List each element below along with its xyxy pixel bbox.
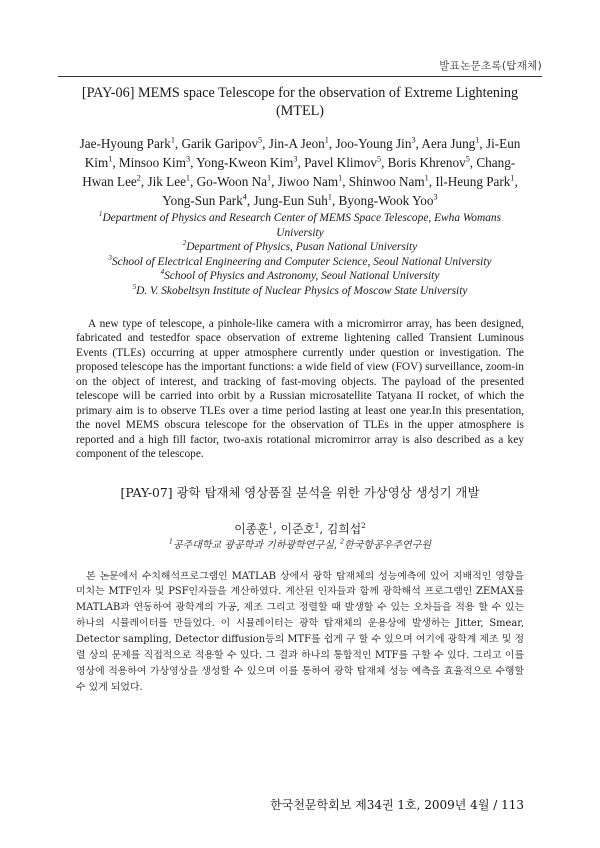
paper2-affiliations [76,539,524,552]
author-name: Boris Khrenov [387,155,466,170]
author-name: Aera Jung [421,136,476,151]
affiliation-sup: 2 [136,173,141,183]
affiliation-sup: 3 [411,135,416,145]
affiliation-line [76,284,524,299]
author-name: Jung-Eun Suh [253,193,328,208]
author [388,155,477,170]
header-rule [58,76,542,77]
author-name: 이종훈 [234,521,269,536]
author [80,136,182,151]
affiliation-line [76,211,524,240]
affiliation-number: 2 [340,538,345,546]
affiliation-sup: 5 [376,154,382,164]
author-separator: , [271,174,278,189]
author-name: Jik Lee [147,174,186,189]
author-separator: , [174,136,182,151]
affiliation-sup: 1 [475,135,480,145]
affiliation-line [76,255,524,270]
affiliation-sup: 4 [242,192,247,202]
author [269,136,336,151]
paper1-abstract: A new type of telescope, a pinhole-like camera with a micromirror array, has been designed, fabricated and testedfor space observation of extreme lightening called Transient Luminous Events (TLEs) occurring at upper atmosphere currently under question or investigation. The proposed telescope has the important functions: a wide field of view (FOV) surveillance, zoom-in on the object of interest, and tracking of fast-moving objects. The payload of the presented telescope will be carried into orbit by a Russian microsatellite Tatyana II rocket, of which the primary aim is to observe TLEs over a time period lasting at least one year.In this presentation, the novel MEMS obscura telescope for the observation of TLEs in the upper atmosphere is reported and a high fill factor, two-axis rotational micromirror array is also described as a key component of the telescope. [76,318,524,461]
author-name: Jae-Hyoung Park [79,136,171,151]
author-separator: , [140,174,148,189]
author [197,174,278,189]
affiliation-text: 한국항공우주연구원 [344,539,432,551]
affiliation-number: 3 [108,253,112,262]
affiliation-sup: 5 [465,154,470,164]
author-name: Garik Garipov [181,136,259,151]
author [304,155,388,170]
affiliation-sup: 1 [266,173,272,183]
paper1-affiliations [76,211,524,298]
paper1-authors [76,134,524,210]
author [349,174,436,189]
author-name: Jiwoo Nam [277,174,339,189]
page-header [0,0,600,76]
affiliation-line [76,240,524,255]
author [147,174,196,189]
affiliation-text: Department of Physics, Pusan National University [186,241,418,253]
author-separator: , [469,155,477,170]
author-separator: , [190,174,197,189]
affiliation-sup: 1 [185,173,191,183]
affiliation-sup: 1 [424,173,429,183]
author [335,136,421,151]
author-separator: , [479,136,486,151]
author [253,193,338,208]
author [196,155,304,170]
affiliation-sup: 1 [327,192,332,202]
author-name: Jin-A Jeon [268,136,325,151]
author-name: 이준호 [280,521,315,536]
author-name: 김희섭 [326,521,362,536]
affiliation-number: 5 [132,282,137,291]
affiliation-sup: 1 [108,154,113,164]
author-separator: , [262,136,269,151]
author [435,174,517,189]
author-separator: , [112,155,119,170]
author [278,174,349,189]
author-name: Minsoo Kim [118,155,186,170]
affiliation-text: School of Physics and Astronomy, Seoul National University [164,270,440,282]
author-separator: , [190,155,197,170]
author-separator: , [514,174,518,189]
paper2-authors [76,522,524,537]
affiliation-sup: 3 [293,154,298,164]
author [421,136,486,151]
affiliation-sup: 3 [433,192,438,202]
author-separator: , [331,193,339,208]
affiliation-text: 공주대학교 광공학과 기하광학연구실 [172,539,334,551]
author-separator: , [415,136,422,151]
author-separator: , [297,155,305,170]
affiliation-number: 2 [182,239,187,248]
page-content [76,84,524,696]
affiliation-text: Department of Physics and Research Center of MEMS Space Telescope, Ewha Womans University [102,212,502,239]
author-name: Il-Heung Park [435,174,511,189]
author [327,522,366,536]
author [234,522,280,536]
author-name: Yong-Sun Park [162,193,243,208]
paper2-title: [PAY-07] 광학 탑재체 영상품질 분석을 위한 가상영상 생성기 개발 [120,484,480,500]
author-name: Joo-Young Jin [335,136,412,151]
author-separator: , [246,193,254,208]
paper2-abstract: 본 논문에서 수치해석프로그램인 MATLAB 상에서 광학 탑재체의 성능예측에 있어 지배적인 영향을 미치는 MTF인자 및 PSF인자들을 계산하였다. 계산된 인자들과 함께 광학해석 프로그램인 ZEMAX를 MATLAB과 연동하여 광학계의 가공, 제조 그리고 정렬할 때 발생할 수 있는 오차들을 적용 할 수 있는 하나의 시뮬레이터를 만들었다. 이 시뮬레이터는 광학 탑재체의 운용상에 발생하는 Jitter, Smear, Detector sampling, Detector diffusion등의 MTF를 쉽게 구 할 수 있으며 여기에 광학계 제조 및 정렬 상의 문제를 직접적으로 적용할 수 있다. 그 결과 하나의 통합적인 MTF를 구할 수 있다. 그리고 이를 영상에 적용하여 가상영상을 생성할 수 있으며 이를 통하여 광학 탑재체 성능 예측을 효율적으로 수행할 수 있게 되었다. [76,570,524,693]
author-name: Go-Woon Na [196,174,267,189]
author-name: Chang-Hwan Lee [82,155,516,189]
author-name: Byong-Wook Yoo [338,193,434,208]
author-separator: , [273,521,281,536]
author-name: Yong-Kweon Kim [196,155,294,170]
author [339,193,438,208]
affiliation-number: 1 [168,538,173,546]
author-name: Shinwoo Nam [348,174,425,189]
author [119,155,196,170]
affiliation-item [169,540,340,551]
affiliation-sup: 5 [258,135,263,145]
affiliation-sup: 1 [268,520,274,530]
author-name: Ji-Eun Kim [84,136,521,170]
affiliation-item [340,540,431,551]
affiliation-sup: 1 [314,520,320,530]
author [281,522,327,536]
author-separator: , [342,174,349,189]
author [182,136,269,151]
affiliation-separator: , [333,539,341,551]
page-footer: 한국천문학회보 제34권 1호, 2009년 4월 / 113 [270,798,524,812]
author-separator: , [381,155,388,170]
affiliation-text: School of Electrical Engineering and Computer Science, Seoul National University [111,255,492,268]
affiliation-number: 4 [160,268,165,277]
affiliation-text: D. V. Skobeltsyn Institute of Nuclear Physics of Moscow State University [136,284,468,297]
author-separator: , [428,174,436,189]
affiliation-sup: 3 [185,154,191,164]
affiliation-sup: 2 [361,520,366,530]
author-name: Pavel Klimov [304,155,377,170]
affiliation-sup: 1 [510,173,515,183]
section-tag: 발표논문초록(탑재체) [439,60,542,72]
affiliation-sup: 1 [170,135,175,145]
author-separator: , [319,521,327,536]
affiliation-number: 1 [98,210,103,219]
author-separator: , [328,136,336,151]
affiliation-sup: 1 [338,173,343,183]
affiliation-line [76,269,524,284]
author [162,193,253,208]
affiliation-sup: 1 [324,135,329,145]
paper1-title: [PAY-06] MEMS space Telescope for the observation of Extreme Lightening (MTEL) [81,85,519,119]
